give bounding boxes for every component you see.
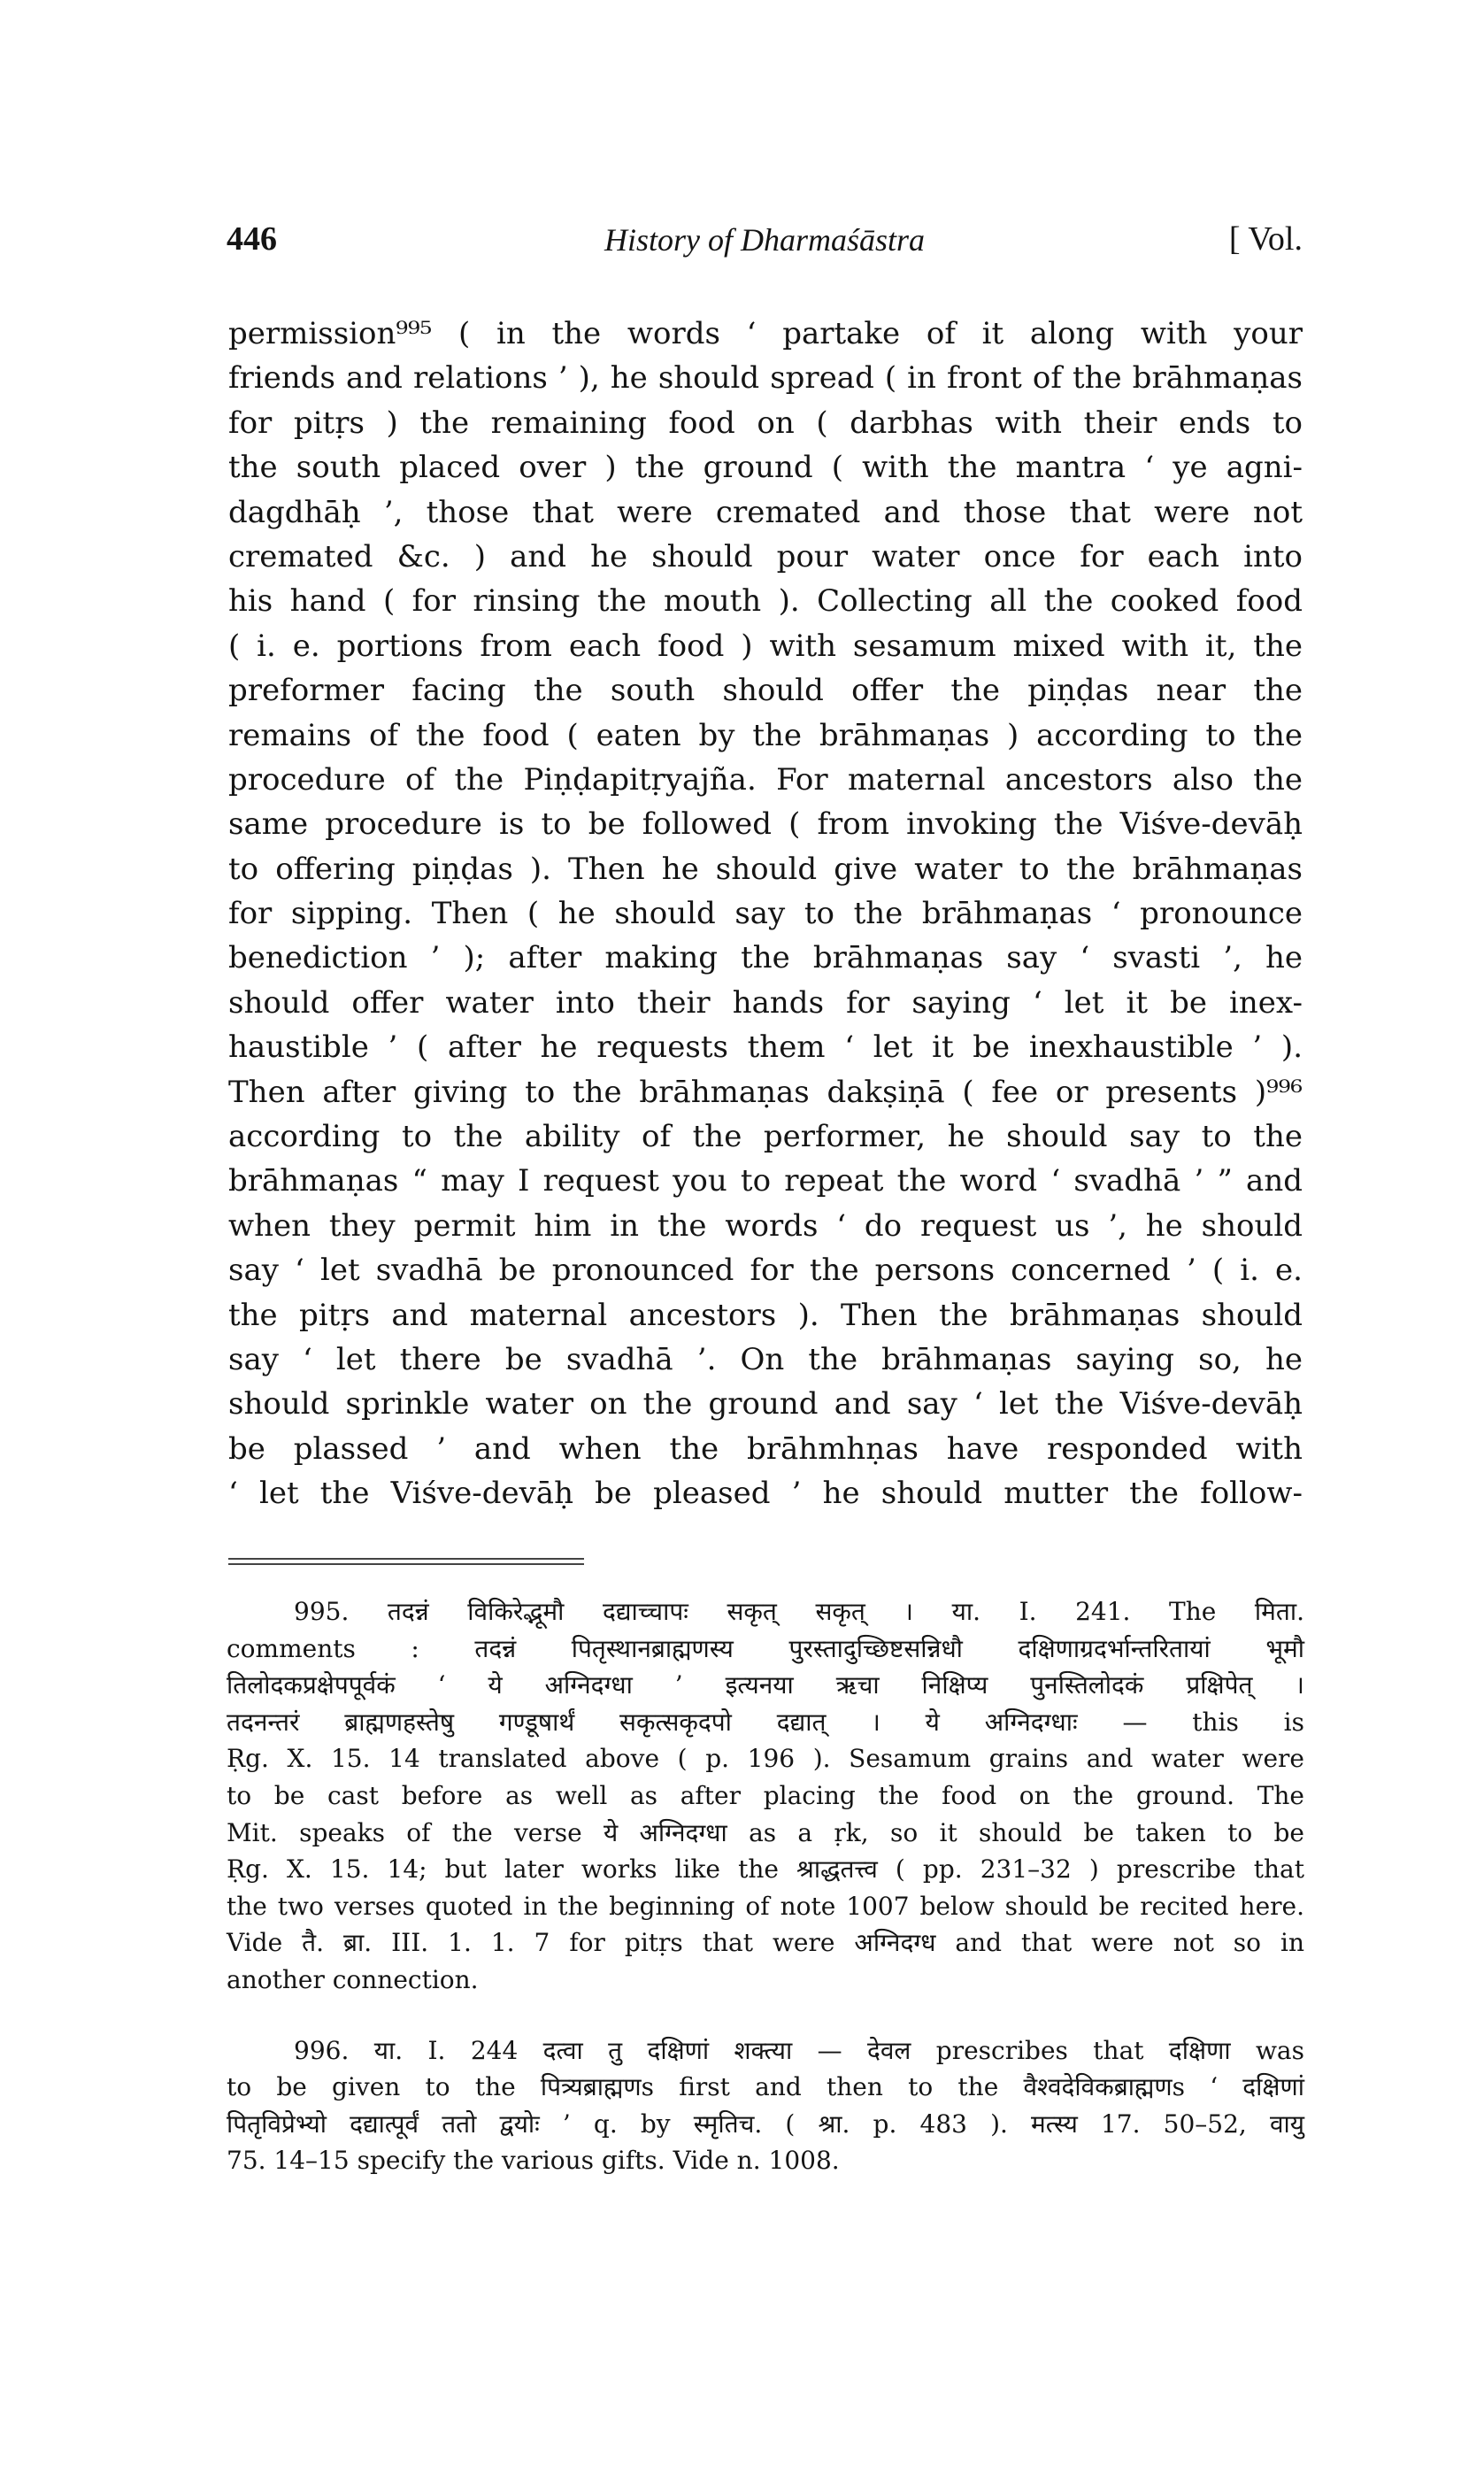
text-line: say ‘ let there be svadhā ’. On the brāhmaṇas saying so, he <box>228 1341 1303 1377</box>
text-line: benediction ’ ); after making the brāhmaṇas say ‘ svasti ’, he <box>228 940 1303 976</box>
text-line: procedure of the Piṇḍapitṛyajña. For maternal ancestors also the <box>228 761 1303 798</box>
footnote-line: to be cast before as well as after placing the food on the ground. The <box>227 1780 1304 1810</box>
text-line: according to the ability of the performer, he should say to the <box>228 1119 1303 1155</box>
footnote-line: another connection. <box>227 1964 479 1994</box>
text-line: the south placed over ) the ground ( with the mantra ‘ ye agni- <box>228 450 1303 486</box>
text-line: for sipping. Then ( he should say to the brāhmaṇas ‘ pronounce <box>228 896 1303 932</box>
footnote-line: 996. या. I. 244 दत्वा तु दक्षिणां शक्त्या — देवल prescribes that दक्षिणा was <box>294 2035 1304 2065</box>
text-line: for pitṛs ) the remaining food on ( darbhas with their ends to <box>228 405 1303 441</box>
footnote-line: Vide तै. ब्रा. III. 1. 1. 7 for pitṛs that were अग्निदग्ध and that were not so in <box>227 1928 1304 1958</box>
text-line: preformer facing the south should offer the piṇḍas near the <box>228 673 1303 709</box>
running-title: History of Dharmaśāstra <box>604 222 926 258</box>
text-line: when they permit him in the words ‘ do request us ’, he should <box>228 1207 1303 1244</box>
footnote-line: पितृविप्रेभ्यो दद्यात्पूर्वं ततो द्वयोः ’ q. by स्मृतिच. ( श्रा. p. 483 ). मत्स्य 17. 50–52, वायु <box>227 2109 1304 2139</box>
text-line: friends and relations ’ ), he should spread ( in front of the brāhmaṇas <box>228 360 1303 397</box>
text-line: the pitṛs and maternal ancestors ). Then the brāhmaṇas should <box>228 1297 1303 1333</box>
volume-mark: [ Vol. <box>1228 220 1303 258</box>
main-text <box>228 312 1303 1516</box>
text-line: should sprinkle water on the ground and say ‘ let the Viśve-devāḥ <box>228 1386 1303 1422</box>
text-line: be plassed ’ and when the brāhmhṇas have responded with <box>228 1430 1303 1467</box>
text-line: should offer water into their hands for saying ‘ let it be inex- <box>228 984 1303 1021</box>
text-line: permission⁹⁹⁵ ( in the words ‘ partake of it along with your <box>228 316 1303 351</box>
text-line: same procedure is to be followed ( from invoking the Viśve-devāḥ <box>228 806 1303 843</box>
footnote-line: 75. 14–15 specify the various gifts. Vide n. 1008. <box>227 2146 840 2176</box>
footnote-995 <box>227 1593 1304 1999</box>
footnote-line: तदनन्तरं ब्राह्मणहस्तेषु गण्डूषार्थं सकृत्सकृदपो दद्यात् । ये अग्निदग्धाः — this is <box>227 1707 1304 1737</box>
footnote-line: Mit. speaks of the verse ये अग्निदग्धा as a ṛk, so it should be taken to be <box>227 1817 1304 1847</box>
page-number: 446 <box>227 220 277 258</box>
footnote-line: comments : तदन्नं पितृस्थानब्राह्मणस्य पुरस्तादुच्छिष्टसन्निधौ दक्षिणाग्रदर्भान्तरितायां भूमौ <box>227 1633 1304 1663</box>
footnote-line: 995. तदन्नं विकिरेद्भूमौ दद्याच्चापः सकृत् सकृत् । या. I. 241. The मिता. <box>294 1597 1304 1626</box>
text-line: haustible ’ ( after he requests them ‘ let it be inexhaustible ’ ). <box>228 1029 1303 1066</box>
text-line: ‘ let the Viśve-devāḥ be pleased ’ he should mutter the follow- <box>228 1476 1303 1512</box>
footnote-line: तिलोदकप्रक्षेपपूर्वकं ‘ ये अग्निदग्धा ’ इत्यनया ऋचा निक्षिप्य पुनस्तिलोदकं प्रक्षिपेत् । <box>227 1670 1304 1700</box>
text-line: brāhmaṇas “ may I request you to repeat the word ‘ svadhā ’ ” and <box>228 1163 1303 1199</box>
text-line: cremated &c. ) and he should pour water once for each into <box>228 538 1303 574</box>
footnotes <box>227 1593 1304 2179</box>
footnote-separator <box>228 1558 584 1565</box>
text-line: ( i. e. portions from each food ) with sesamum mixed with it, the <box>228 628 1303 664</box>
footnote-line: to be given to the पित्र्यब्राह्मणs first and then to the वैश्वदेविकब्राह्मणs ‘ दक्षिणां <box>227 2072 1304 2102</box>
footnote-996 <box>227 2032 1304 2179</box>
footnote-line: the two verses quoted in the beginning of note 1007 below should be recited here. <box>227 1891 1304 1921</box>
footnote-line: Ṛg. X. 15. 14 translated above ( p. 196 ). Sesamum grains and water were <box>227 1744 1304 1774</box>
text-line: to offering piṇḍas ). Then he should give water to the brāhmaṇas <box>228 851 1303 887</box>
text-line: his hand ( for rinsing the mouth ). Collecting all the cooked food <box>228 583 1303 620</box>
footnote-line: Ṛg. X. 15. 14; but later works like the श्राद्धतत्त्व ( pp. 231–32 ) prescribe that <box>227 1854 1304 1885</box>
running-head <box>227 220 1303 264</box>
text-line: remains of the food ( eaten by the brāhmaṇas ) according to the <box>228 717 1303 753</box>
text-line: Then after giving to the brāhmaṇas dakṣiṇā ( fee or presents )⁹⁹⁶ <box>228 1074 1303 1110</box>
text-line: dagdhāḥ ’, those that were cremated and those that were not <box>228 494 1303 530</box>
text-line: say ‘ let svadhā be pronounced for the persons concerned ’ ( i. e. <box>228 1253 1303 1289</box>
